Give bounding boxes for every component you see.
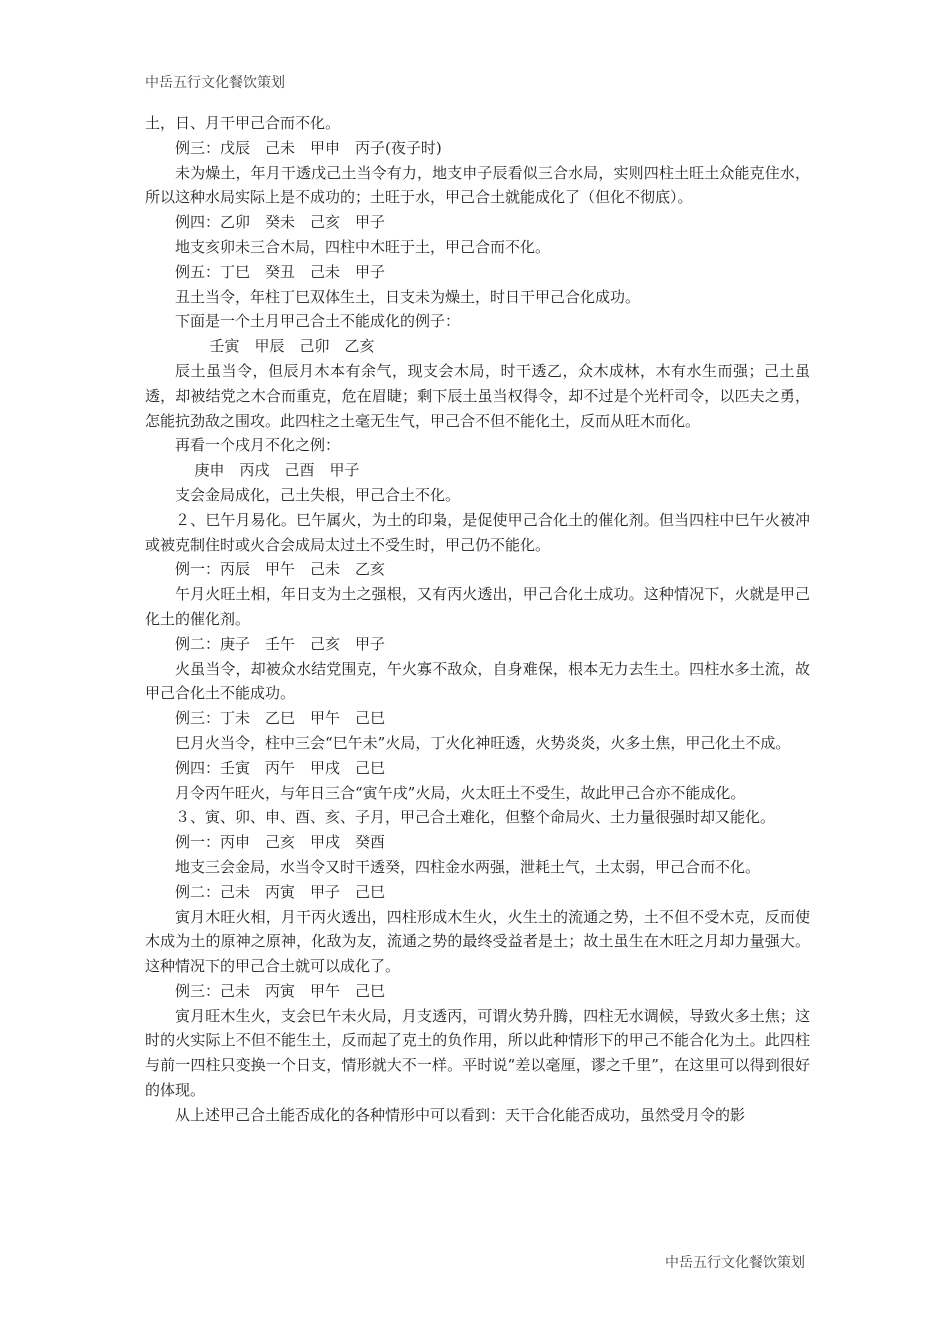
page-footer: 中岳五行文化餐饮策划 [665,1255,805,1271]
paragraph: 丑土当令，年柱丁巳双体生土，日支未为燥土，时日干甲己合化成功。 [175,287,641,306]
paragraph: 月令丙午旺火，与年日三合“寅午戌”火局，火太旺土不受生，故此甲己合亦不能成化。 [175,783,746,802]
paragraph: 从上述甲己合土能否成化的各种情形中可以看到：天干合化能否成功，虽然受月令的影 [175,1105,746,1124]
example-line: 例三：丁未 乙巳 甲午 己巳 [175,709,386,728]
section-paragraph: ３、寅、卯、申、酉、亥、子月，甲己合土难化，但整个命局火、土力量很强时却又能化。 [175,808,776,827]
paragraph: 未为燥土，年月干透戊己土当令有力，地支申子辰看似三合水局，实则四柱土旺土众能克住水，所以这种水局实际上是不成功的；土旺于水，甲己合土就能成化了（但化不彻底）。 [145,163,810,207]
paragraph: 土，日、月干甲己合而不化。 [145,114,341,132]
example-line: 例二：己未 丙寅 甲子 己巳 [175,882,386,901]
paragraph: 下面是一个土月甲己合土不能成化的例子： [175,312,461,331]
example-line: 例三：戊辰 己未 甲申 丙子(夜子时) [175,138,442,157]
example-line: 例四：壬寅 丙午 甲戌 己巳 [175,758,386,777]
paragraph: 再看一个戌月不化之例： [175,436,341,455]
paragraph: 支会金局成化，己土失根，甲己合土不化。 [175,485,461,504]
paragraph: 巳月火当令，柱中三会“巳午未”火局，丁火化神旺透，火势炎炎，火多土焦，甲己化土不成。 [175,733,791,752]
example-line: 例一：丙辰 甲午 己未 乙亥 [175,560,386,579]
example-line: 例一：丙申 己亥 甲戌 癸酉 [175,833,386,852]
paragraph: 辰土虽当令，但辰月木本有余气，现支会木局，时干透乙，众木成林，木有水生而强；己土虽透，却被结党之木合而重克，危在眉睫；剩下辰土虽当权得令，却不过是个光杆司令，以匹夫之勇，怎能抗劲敌之围攻。此四柱之土毫无生气，甲己合不但不能化土，反而从旺木而化。 [145,361,810,430]
page-header: 中岳五行文化餐饮策划 [145,75,285,91]
section-paragraph: ２、巳午月易化。巳午属火，为土的印枭，是促使甲己合化土的催化剂。但当四柱中巳午火被冲或被克制住时或火合会成局太过土不受生时，甲己仍不能化。 [145,510,810,554]
example-line: 例五：丁巳 癸丑 己未 甲子 [175,262,386,281]
paragraph: 午月火旺土相，年日支为土之强根，又有丙火透出，甲己合化土成功。这种情况下，火就是甲己化土的催化剂。 [145,585,810,628]
example-line: 例四：乙卯 癸未 己亥 甲子 [175,213,386,232]
paragraph: 寅月旺木生火，支会巳午未火局，月支透丙，可谓火势升腾，四柱无水调候，导致火多土焦；这时的火实际上不但不能生土，反而起了克土的负作用，所以此种情形下的甲己不能合化为土。此四柱与前一四柱只变换一个日支，情形就大不一样。平时说“差以毫厘，谬之千里”，在这里可以得到很好的体现。 [145,1006,810,1100]
paragraph: 地支三会金局，水当令又时干透癸，四柱金水两强，泄耗土气，土太弱，甲己合而不化。 [175,857,761,876]
example-line: 例二：庚子 壬午 己亥 甲子 [175,634,386,653]
example-line: 壬寅 甲辰 己卯 乙亥 [209,337,375,356]
example-line: 例三：己未 丙寅 甲午 己巳 [175,981,386,1000]
paragraph: 火虽当令，却被众水结党围克，午火寡不敌众，自身难保，根本无力去生土。四柱水多土流，故甲己合化土不能成功。 [145,659,810,703]
paragraph: 寅月木旺火相，月干丙火透出，四柱形成木生火，火生土的流通之势，土不但不受木克，反而使木成为土的原神之原神，化敌为友，流通之势的最终受益者是土；故土虽生在木旺之月却力量强大。这种情况下的甲己合土就可以成化了。 [145,907,810,976]
paragraph: 地支亥卯未三合木局，四柱中木旺于土，甲己合而不化。 [175,237,551,256]
document-body [145,111,810,1128]
example-line: 庚申 丙戌 己酉 甲子 [194,461,360,480]
